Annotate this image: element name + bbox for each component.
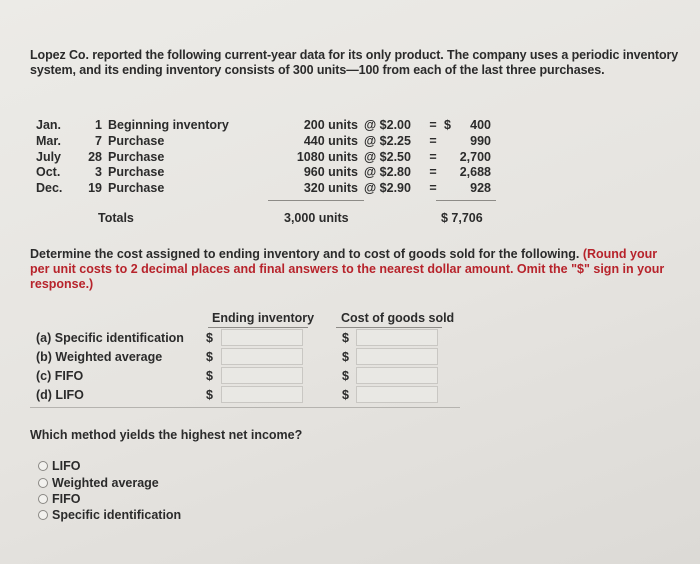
row-total: 990 (470, 134, 491, 148)
rounding-note: (Round your per unit costs to 2 decimal places and final answers to the nearest dollar amount. Omit the "$" sign in your response.) (30, 247, 665, 291)
ending-inventory-weighted-input[interactable] (221, 348, 303, 365)
dollar-sign: $ (342, 350, 349, 364)
row-equals: = (429, 118, 437, 132)
row-description: Beginning inventory (108, 118, 229, 132)
ending-inventory-lifo-input[interactable] (221, 386, 303, 403)
row-day: 3 (95, 165, 102, 179)
row-equals: = (429, 150, 437, 164)
problem-intro: Lopez Co. reported the following current-year data for its only product. The company uses a periodic inventory system, and its ending inventory consists of 300 units—100 from each of the last three purchases. (30, 48, 679, 77)
col-header-cogs: Cost of goods sold (341, 311, 455, 325)
dollar-sign: $ (206, 350, 213, 364)
row-description: Purchase (108, 134, 165, 148)
row-total: 2,688 (459, 165, 491, 179)
row-month: July (36, 150, 62, 164)
row-month: Jan. (36, 118, 62, 132)
row-unit-cost: @ $2.50 (364, 150, 411, 164)
dollar-sign: $ (342, 331, 349, 345)
row-description: Purchase (108, 181, 165, 195)
dollar-sign: $ (206, 388, 213, 402)
row-unit-cost: @ $2.90 (364, 181, 411, 195)
row-day: 19 (88, 181, 102, 195)
table-bottom-rule (30, 407, 460, 408)
row-day: 1 (95, 118, 102, 132)
row-equals: = (429, 165, 437, 179)
option-label-lifo: LIFO (52, 459, 81, 473)
row-month: Mar. (36, 134, 62, 148)
row-units: 960 units (303, 165, 358, 179)
row-equals: = (429, 181, 437, 195)
totals-label: Totals (98, 211, 134, 225)
row-equals: = (429, 134, 437, 148)
instructions (30, 247, 680, 292)
method-label-lifo: (d) LIFO (36, 388, 84, 402)
cogs-fifo-input[interactable] (356, 367, 438, 384)
ending-inventory-fifo-input[interactable] (221, 367, 303, 384)
radio-weighted-average[interactable] (38, 478, 48, 488)
totals-amount: $ 7,706 (441, 211, 483, 225)
radio-fifo[interactable] (38, 494, 48, 504)
method-label-fifo: (c) FIFO (36, 369, 84, 383)
dollar-sign: $ (206, 369, 213, 383)
row-unit-cost: @ $2.00 (364, 118, 411, 132)
row-month: Dec. (36, 181, 63, 195)
cogs-lifo-input[interactable] (356, 386, 438, 403)
row-total: 2,700 (459, 150, 491, 164)
row-description: Purchase (108, 165, 165, 179)
units-total-rule (268, 200, 364, 201)
method-label-weighted: (b) Weighted average (36, 350, 163, 364)
dollar-sign: $ (206, 331, 213, 345)
net-income-question: Which method yields the highest net income? (30, 428, 303, 442)
row-units: 440 units (303, 134, 358, 148)
amount-total-rule (436, 200, 496, 201)
row-month: Oct. (36, 165, 61, 179)
instructions-text: Determine the cost assigned to ending inventory and to cost of goods sold for the following. (30, 247, 580, 261)
method-label-specific: (a) Specific identification (36, 331, 184, 345)
row-units: 200 units (303, 118, 358, 132)
col-underline-cogs (336, 327, 442, 328)
row-total: 928 (470, 181, 491, 195)
col-underline-ending (208, 327, 308, 328)
row-units: 320 units (303, 181, 358, 195)
cogs-weighted-input[interactable] (356, 348, 438, 365)
dollar-sign: $ (342, 369, 349, 383)
row-day: 28 (88, 150, 102, 164)
totals-units: 3,000 units (284, 211, 349, 225)
cogs-specific-input[interactable] (356, 329, 438, 346)
row-unit-cost: @ $2.80 (364, 165, 411, 179)
row-day: 7 (95, 134, 102, 148)
row-units: 1080 units (296, 150, 358, 164)
row-dollar-sign: $ (444, 118, 451, 132)
ending-inventory-specific-input[interactable] (221, 329, 303, 346)
option-label-fifo: FIFO (52, 492, 81, 506)
row-description: Purchase (108, 150, 165, 164)
col-header-ending-inventory: Ending inventory (212, 311, 315, 325)
row-unit-cost: @ $2.25 (364, 134, 411, 148)
option-label-specific-identification: Specific identification (52, 508, 182, 522)
dollar-sign: $ (342, 388, 349, 402)
option-label-weighted-average: Weighted average (52, 476, 159, 490)
row-total: 400 (470, 118, 491, 132)
radio-specific-identification[interactable] (38, 510, 48, 520)
radio-lifo[interactable] (38, 461, 48, 471)
